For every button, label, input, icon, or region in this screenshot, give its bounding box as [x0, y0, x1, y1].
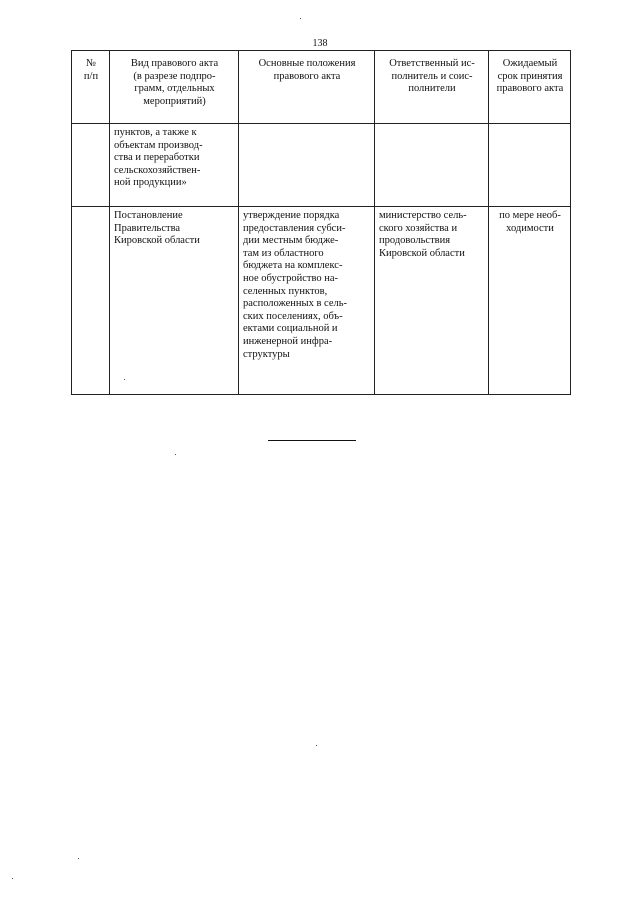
cell-executor	[375, 124, 489, 207]
header-executor: Ответственный ис- полнитель и соис- полнители	[375, 51, 489, 124]
cell-term: по мере необ- ходимости	[489, 207, 571, 395]
header-act-type: Вид правового акта (в разрезе подпро- грамм, отдельных мероприятий)	[110, 51, 239, 124]
legal-acts-table	[71, 50, 571, 395]
cell-provisions: утверждение порядка предоставления субси- дии местным бюдже- там из областного бюджета на комплекс- ное обустройство на- селенных пунктов, расположенных в сель- ских поселениях, объ- ектами социальной и инженерной инфра- структуры	[239, 207, 375, 395]
scan-speck	[12, 878, 13, 879]
cell-number	[72, 124, 110, 207]
cell-provisions	[239, 124, 375, 207]
cell-act-type: Постановление Правительства Кировской области	[110, 207, 239, 395]
scan-speck	[175, 454, 176, 455]
cell-term	[489, 124, 571, 207]
page-number: 138	[312, 38, 328, 49]
scan-speck	[300, 18, 301, 19]
cell-number	[72, 207, 110, 395]
cell-executor: министерство сель- ского хозяйства и продовольствия Кировской области	[375, 207, 489, 395]
end-of-table-rule	[268, 440, 356, 441]
table-row	[72, 207, 571, 395]
cell-act-type: пунктов, а также к объектам производ- ства и переработки сельскохозяйствен- ной продукции»	[110, 124, 239, 207]
scan-speck	[316, 745, 317, 746]
header-term: Ожидаемый срок принятия правового акта	[489, 51, 571, 124]
table-header-row	[72, 51, 571, 124]
scan-speck	[124, 379, 125, 380]
scan-speck	[78, 858, 79, 859]
header-number: № п/п	[72, 51, 110, 124]
table-row	[72, 124, 571, 207]
header-provisions: Основные положения правового акта	[239, 51, 375, 124]
